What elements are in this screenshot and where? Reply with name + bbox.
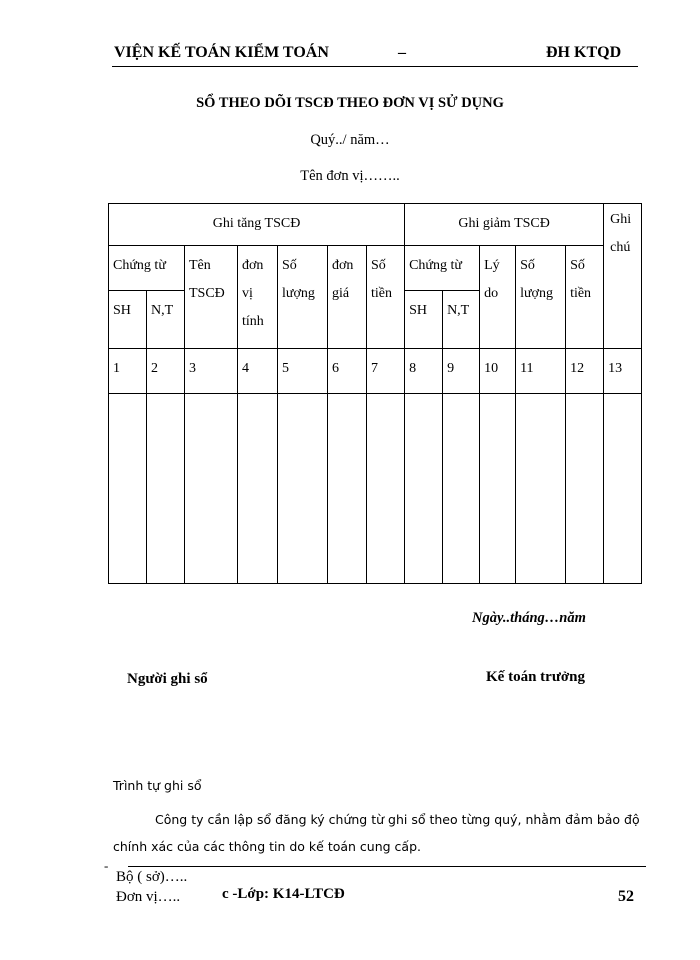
inc-nt-header: N,T: [147, 291, 185, 349]
signature-recorder: Người ghi sổ: [127, 671, 208, 687]
empty-cell: [604, 394, 642, 584]
dec-amount-header: Số tiền: [566, 246, 604, 349]
paragraph-line-2: chính xác của các thông tin do kế toán cung cấp.: [113, 839, 421, 854]
col-number: 1: [109, 349, 147, 394]
empty-cell: [367, 394, 405, 584]
empty-cell: [480, 394, 516, 584]
decrease-group-header: Ghi giảm TSCĐ: [405, 204, 604, 246]
header-rule: [112, 66, 638, 67]
ledger-table: [108, 203, 642, 584]
dec-sh-header: SH: [405, 291, 443, 349]
footer-ministry: Bộ ( sở)…..: [116, 869, 188, 885]
dec-quantity-header: Số lượng: [516, 246, 566, 349]
empty-cell: [185, 394, 238, 584]
inc-name-header: Tên TSCĐ: [185, 246, 238, 349]
empty-cell: [405, 394, 443, 584]
inc-amount-header: Số tiền: [367, 246, 405, 349]
header-dash: –: [398, 44, 406, 61]
dec-reason-header: Lý do: [480, 246, 516, 349]
signature-chief-accountant: Kế toán trưởng: [486, 669, 585, 685]
footer-dash: -: [104, 858, 109, 873]
inc-unit-header: đơn vị tính: [238, 246, 278, 349]
col-number: 4: [238, 349, 278, 394]
col-number: 7: [367, 349, 405, 394]
col-number: 10: [480, 349, 516, 394]
empty-cell: [147, 394, 185, 584]
dec-nt-header: N,T: [443, 291, 480, 349]
increase-group-header: Ghi tăng TSCĐ: [109, 204, 405, 246]
empty-cell: [566, 394, 604, 584]
period-line: Quý../ năm…: [310, 132, 390, 148]
inc-sh-header: SH: [109, 291, 147, 349]
empty-cell: [516, 394, 566, 584]
page-number: 52: [618, 888, 634, 905]
col-number: 8: [405, 349, 443, 394]
note-header: Ghi chú: [604, 204, 642, 349]
empty-entry-row: [109, 394, 642, 584]
col-number: 2: [147, 349, 185, 394]
col-number: 6: [328, 349, 367, 394]
header-institute: VIỆN KẾ TOÁN KIỂM TOÁN: [114, 44, 329, 61]
footer-unit: Đơn vị…..: [116, 889, 181, 905]
unit-line: Tên đơn vị……..: [300, 168, 400, 184]
col-number: 5: [278, 349, 328, 394]
col-number: 11: [516, 349, 566, 394]
empty-cell: [109, 394, 147, 584]
empty-cell: [328, 394, 367, 584]
col-number: 13: [604, 349, 642, 394]
inc-quantity-header: Số lượng: [278, 246, 328, 349]
footer-class: c -Lớp: K14-LTCĐ: [222, 886, 345, 902]
section-heading: Trình tự ghi sổ: [113, 778, 202, 793]
col-number: 12: [566, 349, 604, 394]
col-number: 3: [185, 349, 238, 394]
inc-voucher-header: Chứng từ: [109, 246, 185, 291]
col-number: 9: [443, 349, 480, 394]
footer-rule: [128, 866, 646, 867]
empty-cell: [238, 394, 278, 584]
column-number-row: [109, 349, 642, 394]
header-university: ĐH KTQD: [546, 44, 622, 61]
dec-voucher-header: Chứng từ: [405, 246, 480, 291]
paragraph-line-1: Công ty cần lập sổ đăng ký chứng từ ghi sổ theo từng quý, nhằm đảm bảo độ: [155, 812, 640, 827]
page-title: SỔ THEO DÕI TSCĐ THEO ĐƠN VỊ SỬ DỤNG: [196, 95, 504, 111]
date-line: Ngày..tháng…năm: [472, 610, 586, 626]
inc-price-header: đơn giá: [328, 246, 367, 349]
empty-cell: [278, 394, 328, 584]
empty-cell: [443, 394, 480, 584]
